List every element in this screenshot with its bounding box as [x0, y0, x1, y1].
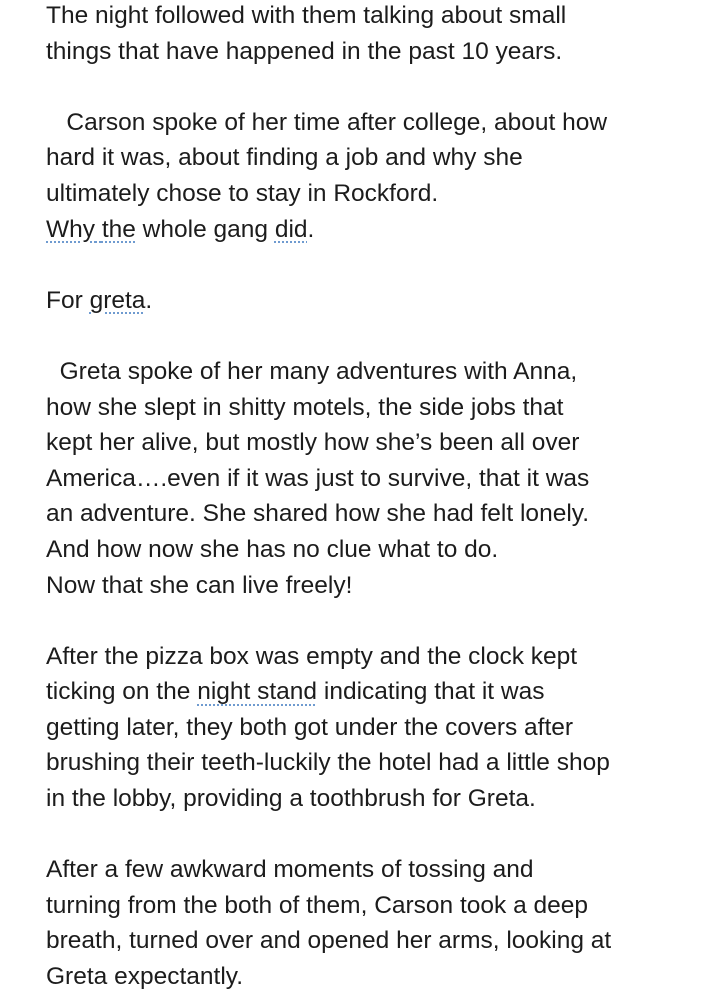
text-line: Carson spoke of her time after college, about how [46, 108, 608, 136]
text-segment: whole gang [135, 215, 275, 243]
text-line: Greta expectantly. [46, 963, 244, 991]
text-line: America….even if it was just to survive, that it was [46, 464, 590, 492]
text-line: hard it was, about finding a job and why she [46, 144, 523, 172]
text-line: brushing their teeth-luckily the hotel had a little shop [46, 749, 610, 777]
text-line: in the lobby, providing a toothbrush for Greta. [46, 785, 536, 813]
spellcheck-flagged-word[interactable]: the [101, 215, 136, 243]
text-line: And how now she has no clue what to do. [46, 535, 499, 563]
text-segment: . [145, 286, 153, 314]
text-line: an adventure. She shared how she had felt lonely. [46, 500, 589, 528]
text-segment: ticking on the [46, 678, 198, 706]
text-segment: indicating that it was [317, 678, 545, 706]
spellcheck-flagged-space [95, 216, 102, 243]
paragraph-spacer [46, 603, 716, 639]
text-line: After a few awkward moments of tossing and [46, 856, 534, 884]
text-line: breath, turned over and opened her arms, looking at [46, 927, 612, 955]
text-line [46, 674, 716, 710]
spellcheck-flagged-word[interactable]: greta [89, 286, 146, 314]
spellcheck-flagged-word[interactable]: did [274, 215, 308, 243]
text-line: ultimately chose to stay in Rockford. [46, 179, 439, 207]
paragraph-spacer [46, 318, 716, 354]
paragraph-spacer [46, 247, 716, 283]
text-segment: . [307, 215, 315, 243]
text-line [46, 283, 716, 319]
spellcheck-flagged-word[interactable]: Why [46, 215, 95, 243]
text-segment: For [46, 286, 90, 314]
text-line: things that have happened in the past 10 years. [46, 37, 563, 65]
text-line: The night followed with them talking about small [46, 2, 567, 29]
document-body [46, 0, 716, 995]
paragraph-spacer [46, 817, 716, 853]
text-line: how she slept in shitty motels, the side jobs that [46, 393, 564, 421]
text-line [46, 212, 716, 248]
paragraph-spacer [46, 69, 716, 105]
text-line: Greta spoke of her many adventures with Anna, [46, 357, 578, 385]
text-line: turning from the both of them, Carson took a deep [46, 891, 589, 919]
text-line: getting later, they both got under the covers after [46, 713, 574, 741]
text-line: After the pizza box was empty and the clock kept [46, 642, 578, 670]
text-line: kept her alive, but mostly how she’s been all over [46, 429, 580, 457]
spellcheck-flagged-word[interactable]: night stand [197, 678, 318, 706]
text-line: Now that she can live freely! [46, 571, 353, 599]
